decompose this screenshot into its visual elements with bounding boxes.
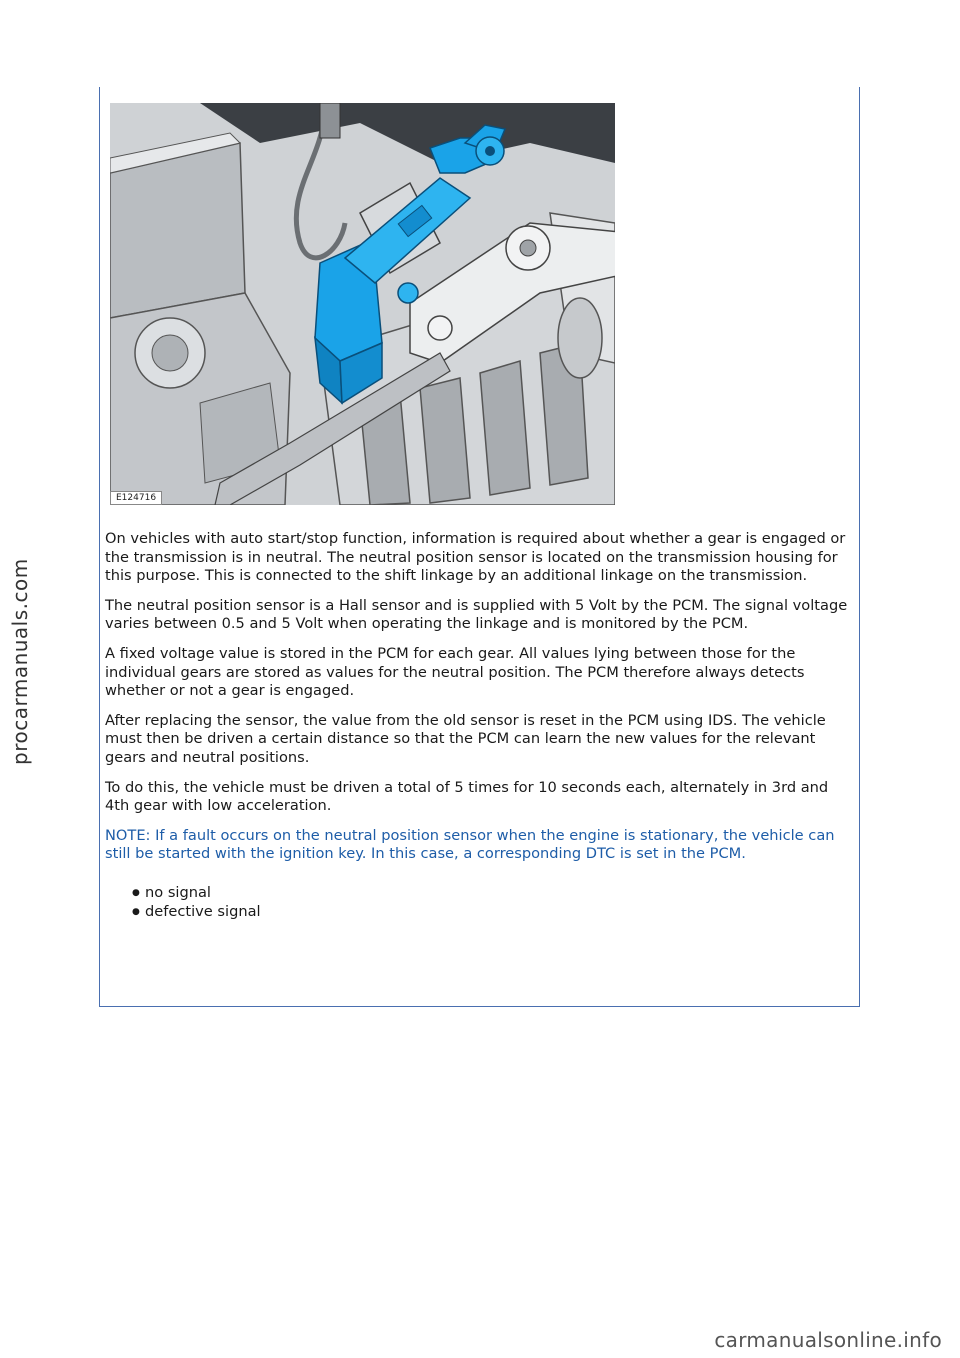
paragraph-1: On vehicles with auto start/stop function, information is required about whether a gear is engaged or the transmission is in neutral. The neutral position sensor is located on the transmission housing for this purpose. This is connected to the shift linkage by an additional linkage on the transmission.: [105, 530, 846, 585]
body-text: [105, 530, 855, 921]
paragraph-2: The neutral position sensor is a Hall sensor and is supplied with 5 Volt by the PCM. The signal voltage varies between 0.5 and 5 Volt when operating the linkage and is monitored by the PCM.: [105, 596, 848, 633]
bullet-icon: ●: [132, 887, 140, 898]
paragraph-4: After replacing the sensor, the value from the old sensor is reset in the PCM using IDS. The vehicle must then be driven a certain distance so that the PCM can learn the new values for the relevant gears and neutral positions.: [105, 711, 826, 766]
list-item: [132, 883, 855, 903]
bullet-icon: ●: [132, 906, 140, 917]
paragraph-3: A fixed voltage value is stored in the PCM for each gear. All values lying between those for the individual gears are stored as values for the neutral position. The PCM therefore always detects whether or not a gear is engaged.: [105, 644, 805, 700]
fault-list: [105, 884, 855, 921]
list-item-text: defective signal: [145, 902, 261, 920]
paragraph-5: To do this, the vehicle must be driven a total of 5 times for 10 seconds each, alternately in 3rd and 4th gear with low acceleration.: [105, 778, 829, 815]
bottom-watermark: carmanualsonline.info: [714, 1328, 942, 1352]
side-watermark: procarmanuals.com: [8, 558, 32, 765]
figure-id-label: E124716: [110, 491, 162, 505]
list-item-text: no signal: [145, 883, 211, 901]
neutral-sensor-illustration: [110, 103, 615, 505]
note-paragraph: NOTE: If a fault occurs on the neutral position sensor when the engine is stationary, the vehicle can still be started with the ignition key. In this case, a corresponding DTC is set in the PCM.: [105, 826, 835, 863]
list-item: [132, 902, 855, 922]
content-frame: [99, 87, 860, 1007]
transmission-drawing: [110, 103, 615, 505]
